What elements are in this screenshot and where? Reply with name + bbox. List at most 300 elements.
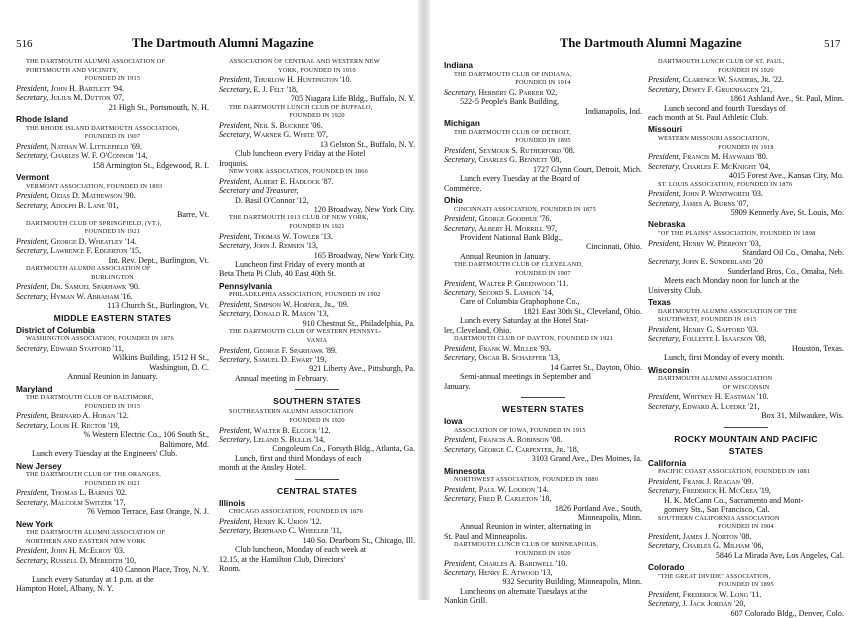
officer-name: James A. Burns '07,: [682, 198, 749, 208]
officer-role: President,: [219, 516, 252, 526]
officer-name: Walter P. Greenwood '11.: [478, 278, 569, 288]
officer-name: Dr. Samuel Sparhawk '90.: [50, 282, 140, 292]
text-line: D. Basil O'Connor '12,: [235, 195, 309, 205]
officer-name: Fred P. Carleton '18,: [478, 494, 552, 504]
text-line: Iroquois.: [219, 158, 248, 168]
officer-line: [16, 151, 209, 160]
officer-role: Secretary,: [444, 494, 477, 504]
officer-name: Francis M. Hayward '80.: [682, 152, 768, 162]
region-heading: WESTERN STATES: [501, 404, 585, 415]
region-heading: SOUTHERN STATES: [273, 396, 361, 407]
officer-line: [444, 445, 642, 454]
officer-line: [648, 334, 844, 343]
text-line: Club luncheon every Friday at the Hotel: [235, 149, 366, 159]
officer-name: John H. McElroy '03.: [50, 546, 125, 556]
officer-role: President,: [444, 214, 477, 224]
officer-role: Secretary,: [648, 84, 681, 94]
association-name: FOUNDED IN 1895: [515, 137, 571, 145]
officer-name: Thomas W. Towler '13.: [253, 231, 333, 241]
address-line: 910 Chestnut St., Philadelphia, Pa.: [302, 318, 415, 328]
state-heading: Indiana: [444, 60, 474, 70]
association-name: FOUNDED IN 1907: [515, 269, 571, 277]
address-line: 4015 Forest Ave., Kansas City, Mo.: [728, 171, 844, 181]
officer-name: Russell D. Meredith '10,: [50, 555, 137, 565]
officer-line: [219, 177, 415, 186]
officer-name: Charles G. Bennett '08,: [478, 155, 562, 165]
officer-line: [16, 488, 209, 497]
text-line: January.: [444, 381, 471, 391]
officer-line: [648, 75, 844, 84]
officer-name: Francis A. Robinson '08.: [478, 435, 563, 445]
address-line: Standard Oil Co., Omaha, Neb.: [742, 248, 844, 257]
state-heading: Ohio: [444, 195, 463, 205]
address-line: 607 Colorado Bldg., Denver, Colo.: [730, 608, 844, 618]
left-page: [0, 0, 418, 600]
association-name: SOUTHWEST, FOUNDED IN 1915: [658, 316, 757, 324]
officer-line: [648, 402, 844, 411]
officer-line: [16, 246, 209, 255]
officer-line: [219, 526, 415, 535]
officer-role: President,: [219, 425, 252, 435]
address-line: 5909 Kennerly Ave, St. Louis, Mo.: [730, 208, 844, 217]
officer-name: Frank W. Miller '93.: [478, 343, 551, 353]
association-name: PORTSMOUTH AND VICINITY,: [26, 66, 119, 74]
book-gutter: [418, 0, 430, 600]
officer-line: [16, 93, 209, 102]
officer-line: [444, 224, 642, 233]
text-line: gomery Sts., San Francisco, Cal.: [664, 505, 770, 515]
officer-line: [16, 421, 209, 430]
association-name: THE DARTMOUTH 1913 CLUB OF NEW YORK,: [229, 214, 369, 222]
officer-name: Thomas L. Barnes '02.: [50, 488, 128, 498]
association-name: FOUNDED IN 1920: [289, 416, 345, 424]
officer-line: [648, 257, 844, 266]
page-header: [132, 36, 314, 51]
officer-line: [16, 498, 209, 507]
address-line: 1821 East 30th St., Cleveland, Ohio.: [523, 306, 642, 316]
officer-line: [648, 590, 844, 599]
officer-role: President,: [16, 83, 49, 93]
address-line: 21 High St., Portsmouth, N. H.: [108, 102, 209, 112]
officer-line: [648, 199, 844, 208]
officer-line: [219, 85, 415, 94]
association-name: NORTHERN AND EASTERN NEW YORK: [26, 537, 146, 545]
address-line: 3103 Grand Ave., Des Moines, Ia.: [531, 454, 642, 464]
association-name: VERMONT ASSOCIATION, FOUNDED IN 1893: [26, 182, 163, 190]
address-line: Houston, Texas.: [791, 343, 844, 353]
association-name: DARTMOUTH CLUB OF SPRINGFIELD, (VT.),: [26, 219, 162, 227]
officer-name: John E. Sunderland '20: [682, 257, 763, 267]
association-name: NEW YORK ASSOCIATION, FOUNDED IN 1866: [229, 168, 368, 175]
association-name: VANIA: [306, 336, 328, 344]
officer-line: [219, 355, 415, 364]
text-line: H. K. McCann Co., Sacramento and Mont-: [664, 495, 804, 505]
state-heading: Nebraska: [648, 219, 686, 230]
officer-role: President,: [648, 476, 681, 486]
officer-name: Herbert G. Parker '02,: [478, 87, 558, 97]
officer-role: President,: [219, 176, 252, 186]
officer-line: [219, 130, 415, 139]
region-heading: MIDDLE EASTERN STATES: [53, 312, 172, 323]
officer-name: George D. Wheatley '14.: [50, 236, 137, 246]
officer-name: George F. Sparhawk '89.: [253, 345, 337, 355]
section-divider: [295, 389, 339, 390]
association-name: THE DARTMOUTH ALUMNI ASSOCIATION OF: [26, 58, 166, 65]
address-line: Washington, D. C.: [149, 362, 209, 372]
officer-role: Secretary,: [16, 343, 49, 353]
address-line: Minneapolis, Minn.: [577, 513, 642, 523]
text-line: Lunch every Saturday at 1 p.m. at the: [32, 574, 154, 584]
officer-role: Secretary,: [444, 353, 477, 363]
page-number: 516: [16, 38, 33, 50]
officer-line: [444, 88, 642, 97]
officer-name: Henry W. Pierpont '03,: [682, 238, 761, 248]
officer-line: [219, 121, 415, 130]
officer-name: Nathan W. Littlefield '69.: [50, 141, 142, 151]
officer-name: Adolph B. Lane '01,: [50, 200, 119, 210]
officer-line: [648, 325, 844, 334]
officer-name: Louis H. Rector '19,: [50, 420, 120, 430]
address-line: 165 Broadway, New York City.: [313, 250, 415, 260]
state-heading: New York: [16, 518, 54, 529]
association-name: FOUNDED IN 1914: [515, 79, 571, 87]
officer-line: [444, 435, 642, 444]
officer-name: Albert E. Hadlock '87.: [253, 176, 334, 186]
address-line: 5846 La Mirada Ave, Los Angeles, Cal.: [715, 550, 844, 560]
association-name: FOUNDED IN 1907: [84, 133, 141, 141]
text-line: Hampton Hotel, Albany, N. Y.: [16, 584, 114, 594]
text-line: Annual Reunion in January.: [460, 251, 551, 261]
officer-role: President,: [219, 120, 252, 130]
address-line: 113 Church St., Burlington, Vt.: [107, 301, 209, 311]
officer-name: James J. Norton '08.: [682, 531, 752, 541]
officer-name: Edward A. Luedke '21,: [682, 401, 760, 411]
officer-role: Secretary,: [16, 420, 49, 430]
association-name: DARTMOUTH ALUMNI ASSOCIATION OF THE: [658, 307, 798, 315]
association-name: NORTHWEST ASSOCIATION, FOUNDED IN 1880: [454, 476, 599, 484]
left-column-2: [219, 58, 415, 574]
officer-name: George Goodhue '76.: [478, 214, 552, 224]
association-name: THE DARTMOUTH CLUB OF WESTERN PENNSYL-: [229, 328, 382, 336]
officer-role: Secretary,: [648, 334, 681, 344]
address-line: 14 Garret St., Dayton, Ohio.: [550, 362, 642, 372]
officer-line: [16, 556, 209, 565]
text-line: Care of Columbia Graphophone Co.,: [460, 297, 580, 307]
address-line: 932 Security Building, Minneapolis, Minn.: [502, 577, 642, 587]
officer-role: President,: [648, 238, 681, 248]
address-line: Barre, Vt.: [177, 210, 209, 220]
officer-line: [219, 517, 415, 526]
text-line: 522-5 People's Bank Building,: [460, 97, 560, 107]
officer-line: [444, 155, 642, 164]
address-line: 76 Vernon Terrace, East Orange, N. J.: [86, 507, 209, 517]
officer-role: Secretary,: [16, 200, 49, 210]
officer-line: [648, 486, 844, 495]
region-heading: ROCKY MOUNTAIN AND PACIFIC: [674, 433, 818, 444]
officer-role: Secretary,: [648, 198, 681, 208]
officer-role: Secretary,: [444, 223, 477, 233]
officer-line: [648, 85, 844, 94]
officer-role: Secretary,: [648, 486, 681, 496]
text-line: Lunch every Saturday at the Hotel Stat-: [460, 316, 589, 326]
address-line: Box 31, Milwaukee, Wis.: [761, 411, 844, 421]
officer-role: Secretary,: [219, 130, 252, 140]
association-name: FOUNDED IN 1920: [718, 66, 774, 74]
officer-role: Secretary and Treasurer,: [219, 186, 299, 196]
officer-name: Lawrence F. Edgerton '15,: [50, 246, 142, 256]
officer-role: Secretary,: [16, 291, 49, 301]
officer-line: [219, 346, 415, 355]
officer-role: President,: [444, 145, 477, 155]
text-line: Lunch second and fourth Tuesdays of: [664, 103, 786, 113]
address-line: 1727 Glynn Court, Detroit, Mich.: [532, 164, 642, 174]
officer-name: Frank J. Reagan '09.: [682, 476, 754, 486]
text-line: Lunch every Tuesday at the Engineers' Club.: [32, 449, 178, 459]
officer-role: President,: [648, 189, 681, 199]
officer-role: President,: [16, 141, 49, 151]
association-name: "THE GREAT DIVIDE" ASSOCIATION,: [658, 572, 771, 580]
text-line: Semi-annual meetings in September and: [460, 372, 591, 382]
address-line: 921 Liberty Ave., Pittsburgh, Pa.: [309, 364, 415, 374]
association-name: SOUTHEASTERN ALUMNI ASSOCIATION: [229, 408, 354, 416]
officer-line: [16, 142, 209, 151]
officer-role: President,: [219, 345, 252, 355]
officer-line: [16, 344, 209, 353]
officer-name: Charles F. McKnight '04,: [682, 161, 771, 171]
page-number: 517: [824, 38, 841, 50]
text-line: Nankin Grill.: [444, 596, 488, 606]
officer-role: Secretary,: [648, 599, 681, 609]
officer-name: Clarence W. Sanders, Jr. '22.: [682, 75, 784, 85]
text-line: Room.: [219, 564, 241, 574]
address-line: 1861 Ashland Ave., St. Paul, Minn.: [729, 94, 844, 104]
state-heading: Illinois: [219, 497, 246, 508]
officer-name: Henry G. Safford '03.: [682, 324, 759, 334]
association-name: "OF THE PLAINS" ASSOCIATION, FOUNDED IN 1898: [658, 229, 816, 237]
officer-role: Secretary,: [444, 568, 477, 578]
officer-role: Secretary,: [444, 87, 477, 97]
text-line: each month at St. Paul Athletic Club.: [648, 113, 769, 122]
association-name: WESTERN MISSOURI ASSOCIATION,: [658, 134, 770, 142]
officer-role: President,: [219, 299, 252, 309]
officer-line: [648, 392, 844, 401]
association-name: YORK, FOUNDED IN 1910: [278, 66, 356, 74]
officer-name: Frederick H. McCrea '19,: [682, 486, 771, 496]
officer-name: Secord S. Lamson '14,: [478, 288, 554, 297]
association-name: FOUNDED IN 1915: [84, 402, 141, 410]
left-column-1: [16, 58, 209, 594]
officer-name: Bertrand C. Wheeler '11,: [253, 526, 342, 536]
officer-name: Ozias D. Mathewson '90.: [50, 191, 136, 201]
state-heading: Vermont: [16, 172, 50, 183]
address-line: Sunderland Bros. Co., Omaha, Neb.: [727, 266, 844, 276]
officer-role: President,: [444, 435, 477, 445]
state-heading: New Jersey: [16, 460, 62, 471]
page-header: [560, 36, 742, 51]
officer-name: Edward Stafford '11,: [50, 343, 124, 353]
officer-role: President,: [16, 191, 49, 201]
address-line: 705 Niagara Life Bldg., Buffalo, N. Y.: [290, 94, 415, 104]
officer-line: [16, 237, 209, 246]
officer-line: [16, 84, 209, 93]
address-line: Indianapolis, Ind.: [585, 106, 642, 116]
association-name: PACIFIC COAST ASSOCIATION, FOUNDED IN 1881: [658, 468, 811, 476]
officer-line: [16, 201, 209, 210]
association-name: ST. LOUIS ASSOCIATION, FOUNDED IN 1876: [658, 180, 793, 188]
officer-line: [444, 568, 642, 577]
section-divider: [521, 397, 565, 398]
officer-line: [648, 162, 844, 171]
officer-line: [444, 146, 642, 155]
officer-name: John J. Remsen '13,: [253, 241, 319, 251]
state-heading: Minnesota: [444, 465, 486, 476]
association-name: THE DARTMOUTH CLUB OF BALTIMORE,: [26, 394, 154, 402]
association-name: FOUNDED IN 1915: [84, 75, 141, 83]
officer-role: President,: [648, 531, 681, 541]
association-name: THE RHODE ISLAND DARTMOUTH ASSOCIATION,: [26, 124, 180, 132]
officer-role: President,: [444, 278, 477, 288]
right-page: [430, 0, 852, 618]
officer-role: Secretary,: [219, 354, 252, 364]
text-line: ler, Cleveland, Ohio.: [444, 325, 512, 335]
address-line: 410 Cannon Place, Troy, N. Y.: [110, 565, 209, 575]
header-title: The Dartmouth Alumni Magazine: [560, 36, 742, 50]
officer-name: Simpson W. Horner, Jr., '09.: [253, 299, 349, 309]
officer-role: President,: [648, 152, 681, 162]
address-line: % Western Electric Co., 106 South St.,: [83, 430, 209, 440]
officer-role: President,: [444, 484, 477, 494]
officer-role: Secretary,: [16, 246, 49, 256]
officer-line: [444, 353, 642, 362]
officer-role: President,: [16, 411, 49, 421]
association-name: THE DARTMOUTH CLUB OF DETROIT,: [454, 128, 572, 136]
officer-line: [219, 309, 415, 318]
state-heading: Iowa: [444, 416, 463, 427]
text-line: Luncheon first Friday of every month at: [235, 259, 365, 269]
officer-line: [444, 494, 642, 503]
text-line: University Club.: [648, 285, 702, 295]
address-line: 120 Broadway, New York City.: [313, 204, 415, 214]
officer-line: [648, 541, 844, 550]
officer-name: Hyman W. Abraham '16.: [50, 291, 133, 301]
association-name: DARTMOUTH LUNCH CLUB OF ST. PAUL,: [658, 58, 785, 65]
officer-name: E. J. Felt '18,: [253, 84, 299, 94]
association-name: ASSOCIATION OF CENTRAL AND WESTERN NEW: [229, 58, 380, 65]
association-name: SOUTHERN CALIFORNIA ASSOCIATION: [658, 514, 780, 522]
section-divider: [295, 479, 339, 480]
text-line: Provident National Bank Bldg.,: [460, 233, 563, 242]
text-line: 12.15, at the Hamilton Club, Directors': [219, 554, 345, 564]
officer-role: Secretary,: [648, 401, 681, 411]
address-line: Cincinnati, Ohio.: [586, 242, 642, 252]
association-name: FOUNDED IN 1921: [84, 228, 141, 236]
officer-line: [648, 477, 844, 486]
officer-name: Charles W. F. O'Connor '14,: [50, 151, 148, 161]
officer-line: [648, 599, 844, 608]
officer-line: [444, 559, 642, 568]
officer-role: President,: [16, 236, 49, 246]
officer-name: Henry K. Urion '12.: [253, 516, 322, 526]
officer-name: Charles G. Milham '06,: [682, 541, 764, 551]
officer-role: Secretary,: [16, 151, 49, 161]
address-line: 13 Gelston St., Buffalo, N. Y.: [319, 139, 415, 149]
officer-role: President,: [219, 231, 252, 241]
officer-name: Julius M. Dutton '07,: [50, 93, 125, 103]
officer-role: President,: [648, 589, 681, 599]
state-heading: California: [648, 457, 687, 468]
officer-role: Secretary,: [444, 155, 477, 165]
officer-role: Secretary,: [648, 161, 681, 171]
text-line: Annual Reunion in winter, alternating in: [460, 522, 591, 532]
officer-line: [444, 279, 642, 288]
officer-line: [444, 485, 642, 494]
officer-line: [16, 282, 209, 291]
officer-line: [219, 232, 415, 241]
officer-role: Secretary,: [444, 444, 477, 454]
association-name: THE DARTMOUTH LUNCH CLUB OF BUFFALO,: [229, 103, 373, 111]
officer-line: [648, 152, 844, 161]
address-line: 1826 Portland Ave., South,: [554, 503, 642, 513]
officer-name: Dewey F. Gruenhagen '21,: [682, 84, 773, 94]
officer-role: President,: [648, 392, 681, 402]
state-heading: Michigan: [444, 118, 480, 129]
officer-name: John H. Bartlett '94.: [50, 83, 125, 93]
officer-line: [219, 186, 415, 195]
association-name: FOUNDED IN 1904: [718, 523, 774, 531]
officer-name: Seymour S. Rutherford '08.: [478, 145, 575, 155]
officer-role: Secretary,: [444, 288, 477, 297]
text-line: Club luncheon, Monday of each week at: [235, 545, 367, 555]
officer-line: [16, 292, 209, 301]
association-name: THE DARTMOUTH CLUB OF CLEVELAND,: [454, 261, 583, 269]
text-line: Luncheons on alternate Tuesdays at the: [460, 586, 588, 596]
association-name: FOUNDED IN 1921: [289, 223, 345, 230]
officer-line: [219, 435, 415, 444]
officer-role: President,: [648, 324, 681, 334]
state-heading: Missouri: [648, 124, 683, 135]
address-line: 158 Armington St., Edgewood, R. I.: [92, 160, 209, 170]
officer-role: President,: [648, 75, 681, 85]
association-name: WASHINGTON ASSOCIATION, FOUNDED IN 1876: [26, 335, 174, 343]
officer-name: Paul W. Loudon '14.: [478, 484, 549, 494]
officer-line: [219, 75, 415, 84]
association-name: ASSOCIATION OF IOWA, FOUNDED IN 1915: [454, 426, 586, 434]
officer-line: [219, 426, 415, 435]
officer-role: Secretary,: [648, 257, 681, 267]
text-line: Beta Theta Pi Club, 40 East 40th St.: [219, 269, 336, 279]
association-name: OF WISCONSIN: [722, 383, 770, 391]
officer-role: Secretary,: [219, 526, 252, 536]
officer-role: President,: [444, 343, 477, 353]
address-line: Wilkins Building, 1512 H St.,: [112, 353, 209, 363]
officer-line: [219, 300, 415, 309]
officer-name: Bernard A. Hoban '12.: [50, 411, 129, 421]
text-line: St. Paul and Minneapolis.: [444, 531, 528, 541]
association-name: FOUNDED IN 1918: [718, 143, 774, 151]
association-name: FOUNDED IN 1895: [718, 581, 774, 589]
header-title: The Dartmouth Alumni Magazine: [132, 36, 314, 50]
officer-line: [219, 241, 415, 250]
region-heading: STATES: [728, 445, 764, 456]
association-name: DARTMOUTH LUNCH CLUB OF MINNEAPOLIS,: [454, 541, 599, 549]
association-name: FOUNDED IN 1921: [84, 479, 141, 487]
state-heading: Texas: [648, 297, 671, 308]
association-name: DARTMOUTH ALUMNI ASSOCIATION OF: [26, 265, 151, 273]
state-heading: Wisconsin: [648, 364, 690, 375]
address-line: Baltimore, Md.: [159, 439, 209, 449]
text-line: Commerce.: [444, 183, 482, 193]
officer-line: [16, 546, 209, 555]
